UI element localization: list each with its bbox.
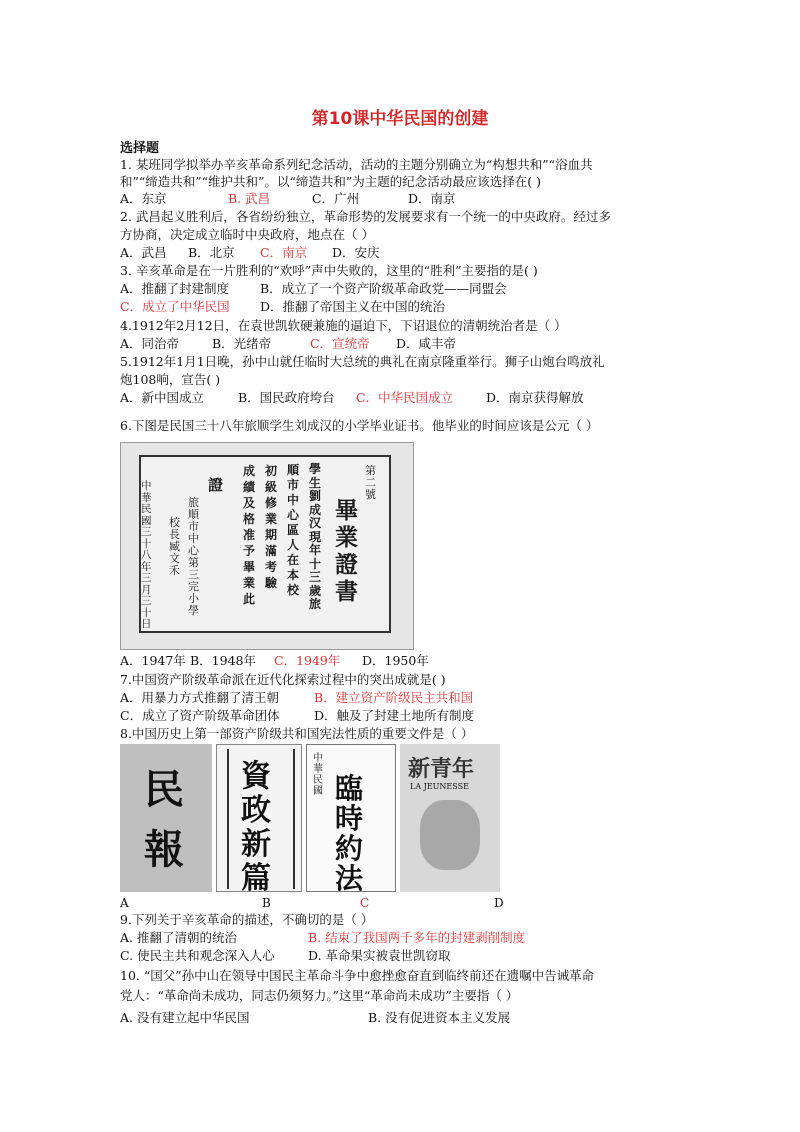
cert-date: 中華民國三十八年三月三十日 xyxy=(141,480,152,630)
q4-option-b: B．光绪帝 xyxy=(212,336,272,351)
linshi-yuefa-cover-image xyxy=(306,744,396,892)
q9-options-cd xyxy=(120,948,451,964)
q7-option-d: D．触及了封建土地所有制度 xyxy=(314,708,475,723)
q3-option-c: C．成立了中华民国 xyxy=(120,299,230,314)
min-bao-char1: 民 xyxy=(144,766,184,813)
yuefa-char3: 約 xyxy=(335,832,364,865)
q6-option-b: B．1948年 xyxy=(190,653,256,668)
q9-line1: 9.下列关于辛亥革命的描述，不确切的是（ ） xyxy=(120,912,374,927)
yuefa-char2: 時 xyxy=(335,802,364,835)
cert-school: 旅順市中心第三完小學 xyxy=(188,496,199,617)
q10-option-b: B. 没有促进资本主义发展 xyxy=(368,1010,511,1025)
xin-qingnian-subtitle: LA JEUNESSE xyxy=(410,782,469,791)
q5-option-b: B．国民政府垮台 xyxy=(238,390,335,405)
q6-option-d: D．1950年 xyxy=(362,653,429,668)
cert-number: 第二號 xyxy=(365,464,376,501)
q7-options-ab xyxy=(120,690,473,706)
q1-line1: 1. 某班同学拟举办辛亥革命系列纪念活动，活动的主题分别确立为“构想共和”“浴血共 xyxy=(120,157,593,172)
cert-text-col5: 證 xyxy=(208,476,224,494)
q1-option-c: C．广州 xyxy=(312,191,360,206)
min-bao-char2: 報 xyxy=(144,826,184,873)
xin-qingnian-cover-image xyxy=(400,744,500,892)
certificate-frame xyxy=(139,455,391,633)
q3-options-cd xyxy=(120,299,445,315)
q4-option-a: A．同治帝 xyxy=(120,336,180,351)
q10-line2: 党人：“革命尚未成功，同志仍须努力。”这里“革命尚未成功”主要指（ ） xyxy=(120,988,519,1003)
yuefa-char1: 臨 xyxy=(335,772,364,805)
q2-option-c: C．南京 xyxy=(260,245,308,260)
q9-options-ab xyxy=(120,930,525,946)
q7-option-a: A．用暴力方式推翻了清王朝 xyxy=(120,690,280,705)
q1-line2: 和”“缔造共和”“维护共和”。以“缔造共和”为主题的纪念活动最应该选择在( ) xyxy=(120,174,541,189)
min-bao-cover-image xyxy=(120,744,212,892)
cert-text-col2: 順市中心區人在本校 xyxy=(287,463,300,597)
q5-line2: 炮108响，宣告( ) xyxy=(120,372,221,387)
zizheng-char2: 政 xyxy=(241,793,271,828)
q6-line1: 6.下图是民国三十八年旅顺学生刘成汉的小学毕业证书。他毕业的时间应该是公元（ ） xyxy=(120,418,599,433)
q7-line1: 7.中国资产阶级革命派在近代化探索过程中的突出成就是( ) xyxy=(120,672,446,687)
q8-label-d: D xyxy=(494,896,504,910)
cert-text-col1: 學生劉成汉現年十三歲旅 xyxy=(309,462,322,611)
zizheng-char1: 資 xyxy=(241,759,271,794)
q8-label-a: A xyxy=(120,896,129,910)
q5-line1: 5.1912年1月1日晚，孙中山就任临时大总统的典礼在南京隆重举行。狮子山炮台鸣放礼 xyxy=(120,354,605,369)
q3-options-ab xyxy=(120,281,507,297)
page-title: 第10课中华民国的创建 xyxy=(311,109,489,129)
q2-line1: 2. 武昌起义胜利后，各省纷纷独立，革命形势的发展要求有一个统一的中央政府。经过多 xyxy=(120,209,611,224)
q5-option-c: C．中华民国成立 xyxy=(356,390,454,405)
cert-heading: 畢業證書 xyxy=(335,497,358,605)
graduation-certificate-image xyxy=(120,442,414,650)
section-heading: 选择题 xyxy=(120,141,160,156)
cert-principal: 校長臧文禾 xyxy=(169,516,180,577)
cert-text-col4: 成績及格准予畢業此 xyxy=(243,464,256,606)
q2-options xyxy=(120,245,380,261)
q5-option-a: A．新中国成立 xyxy=(120,390,205,405)
q3-option-d: D．推翻了帝国主义在中国的统治 xyxy=(260,299,446,314)
q4-line1: 4.1912年2月12日，在袁世凯软硬兼施的逼迫下，下诏退位的清朝统治者是（ ） xyxy=(120,318,567,333)
q1-option-b: B. 武昌 xyxy=(228,191,271,206)
yuefa-minguo-label: 中華民國 xyxy=(313,753,323,797)
cert-text-col3: 初級修業期滿考驗 xyxy=(265,464,278,590)
q9-option-b: B. 结束了我国两千多年的封建剥削制度 xyxy=(308,930,526,945)
portrait-image xyxy=(420,800,480,870)
q4-option-c: C．宣统帝 xyxy=(310,336,370,351)
q6-option-a: A．1947年 xyxy=(120,653,186,668)
q3-line1: 3. 辛亥革命是在一片胜利的“欢呼”声中失败的，这里的“胜利”主要指的是( ) xyxy=(120,263,538,278)
q7-option-c: C．成立了资产阶级革命团体 xyxy=(120,708,280,723)
q7-option-b: B．建立资产阶级民主共和国 xyxy=(314,690,474,705)
q5-options xyxy=(120,390,584,406)
q9-option-d: D. 革命果实被袁世凯窃取 xyxy=(308,948,451,963)
q7-options-cd xyxy=(120,708,474,724)
q8-label-c: C xyxy=(360,896,370,910)
q4-option-d: D．咸丰帝 xyxy=(396,336,457,351)
zizheng-xinpian-cover-image xyxy=(216,744,302,892)
q2-option-a: A．武昌 xyxy=(120,245,167,260)
q5-option-d: D．南京获得解放 xyxy=(486,390,584,405)
q2-option-b: B．北京 xyxy=(188,245,235,260)
q9-option-a: A. 推翻了清朝的统治 xyxy=(120,930,237,945)
zizheng-char3: 新 xyxy=(241,827,271,862)
q10-options xyxy=(120,1010,510,1026)
q1-option-a: A．东京 xyxy=(120,191,167,206)
q4-options xyxy=(120,336,456,352)
xin-qingnian-title: 新青年 xyxy=(408,756,475,782)
q2-line2: 方协商，决定成立临时中央政府，地点在（ ） xyxy=(120,227,374,242)
q8-label-b: B xyxy=(262,896,271,910)
q2-option-d: D．安庆 xyxy=(332,245,380,260)
zizheng-char4: 篇 xyxy=(241,861,271,892)
q3-option-a: A．推翻了封建制度 xyxy=(120,281,230,296)
q1-option-d: D．南京 xyxy=(408,191,456,206)
q10-option-a: A. 没有建立起中华民国 xyxy=(120,1010,250,1025)
q8-line1: 8.中国历史上第一部资产阶级共和国宪法性质的重要文件是（ ） xyxy=(120,726,474,741)
q9-option-c: C. 使民主共和观念深入人心 xyxy=(120,948,275,963)
q6-option-c: C．1949年 xyxy=(274,653,341,668)
q6-options xyxy=(120,653,429,669)
yuefa-char4: 法 xyxy=(335,862,364,892)
q10-line1: 10. “国父”孙中山在领导中国民主革命斗争中愈挫愈奋直到临终前还在遗嘱中告诫革命 xyxy=(120,968,595,983)
q3-option-b: B．成立了一个资产阶级革命政党——同盟会 xyxy=(260,281,507,296)
q1-options xyxy=(120,191,456,207)
